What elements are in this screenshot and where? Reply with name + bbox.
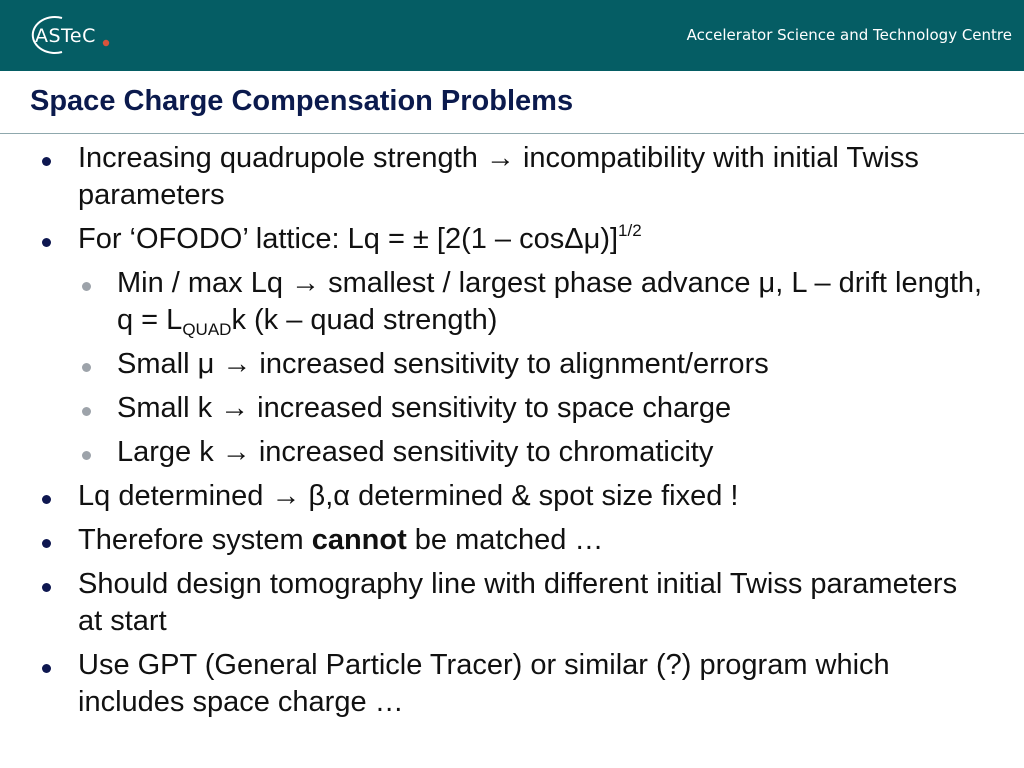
sub-bullet-text: Small k → increased sensitivity to space charge (117, 392, 732, 424)
sub-bullet-text: Min / max Lq → smallest / largest phase advance μ, L – drift length, q = L (117, 267, 983, 336)
bullet-dot-icon (42, 539, 51, 548)
exponent: 1/2 (618, 221, 642, 240)
bullet-item (0, 522, 1024, 559)
bullet-text: For ‘OFODO’ lattice: Lq = ± [2(1 – cosΔμ)] (78, 223, 619, 255)
sub-bullet-dot-icon (82, 282, 91, 291)
sub-bullet-text: Small μ → increased sensitivity to alignment/errors (117, 348, 769, 380)
title-bar (0, 71, 1024, 134)
slide-title: Space Charge Compensation Problems (30, 85, 574, 117)
bullet-text-tail: be matched … (406, 524, 604, 556)
bullet-dot-icon (42, 157, 51, 166)
bullet-text: Lq determined → β,α determined & spot size fixed ! (78, 480, 739, 512)
bullet-item (0, 566, 1024, 640)
bullet-item (0, 647, 1024, 721)
bullet-text: Therefore system (78, 524, 312, 556)
bullet-item (0, 221, 1024, 258)
emphasis-text: cannot (311, 524, 407, 556)
bullet-item (0, 478, 1024, 515)
sub-bullet-dot-icon (82, 363, 91, 372)
sub-bullet-dot-icon (82, 451, 91, 460)
sub-bullet-text-tail: k (k – quad strength) (231, 304, 498, 336)
organization-name: Accelerator Science and Technology Centre (686, 26, 1012, 44)
bullet-text: Should design tomography line with different initial Twiss parameters at start (78, 568, 958, 637)
bullet-dot-icon (42, 238, 51, 247)
header-banner (0, 0, 1024, 71)
bullet-text: Use GPT (General Particle Tracer) or similar (?) program which includes space charge … (78, 649, 890, 718)
logo-text: ASTeC (35, 25, 96, 47)
sub-bullet-item (0, 390, 1024, 427)
bullet-dot-icon (42, 664, 51, 673)
sub-bullet-item (0, 434, 1024, 471)
sub-bullet-text: Large k → increased sensitivity to chromaticity (117, 436, 714, 468)
astec-logo (18, 14, 112, 56)
slide-content (0, 140, 1024, 728)
bullet-dot-icon (42, 495, 51, 504)
subscript: QUAD (182, 320, 232, 339)
bullet-text: Increasing quadrupole strength → incompatibility with initial Twiss parameters (78, 142, 919, 211)
sub-bullet-item (0, 346, 1024, 383)
bullet-item (0, 140, 1024, 214)
sub-bullet-item (0, 265, 1024, 339)
sub-bullet-dot-icon (82, 407, 91, 416)
bullet-dot-icon (42, 583, 51, 592)
